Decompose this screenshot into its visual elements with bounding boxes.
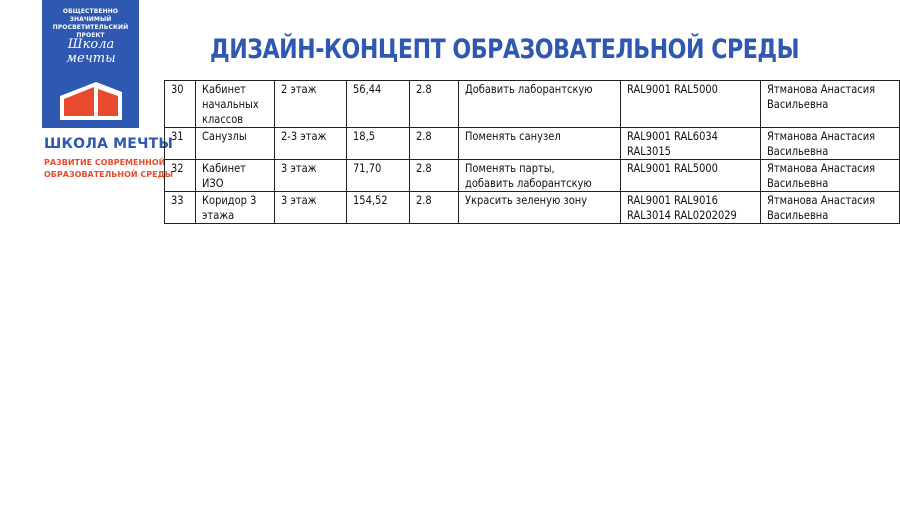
cell-room-line: Коридор 3 — [201, 193, 257, 207]
cell-height-text: 2.8 — [415, 129, 432, 143]
cell-number — [165, 128, 196, 160]
cell-person — [761, 192, 900, 224]
cell-recommendation-line: Поменять санузел — [465, 129, 561, 143]
cell-recommendation-text — [465, 82, 593, 97]
cell-height-text: 2.8 — [415, 82, 432, 96]
cell-colors-text — [627, 129, 718, 159]
cell-height — [409, 192, 458, 224]
rooms-table-body — [165, 81, 900, 224]
table-row — [165, 81, 900, 128]
cell-person-text — [767, 129, 875, 159]
cell-floor-text: 2 этаж — [280, 82, 317, 96]
cell-floor — [274, 81, 346, 128]
cell-recommendation — [459, 128, 620, 160]
cell-colors-line: RAL9001 RAL5000 — [626, 82, 718, 96]
cell-floor-text: 3 этаж — [280, 193, 317, 207]
cell-person-line: Васильевна — [767, 97, 829, 111]
cell-number-text: 33 — [171, 193, 184, 207]
cell-person-text — [767, 82, 875, 112]
cell-colors-line: RAL9001 RAL5000 — [626, 161, 718, 175]
cell-colors — [620, 128, 761, 160]
cell-number-text: 32 — [171, 161, 184, 175]
brand-name: ШКОЛА МЕЧТЫ — [44, 136, 174, 152]
rooms-table — [164, 80, 900, 224]
table-row — [165, 192, 900, 224]
cell-height-text: 2.8 — [415, 193, 432, 207]
brand-box — [42, 0, 139, 128]
cell-room — [195, 81, 274, 128]
cell-colors — [620, 160, 761, 192]
cell-area — [346, 128, 409, 160]
table-row — [165, 128, 900, 160]
cell-room-line: Санузлы — [201, 129, 247, 143]
cell-recommendation-line: добавить лаборантскую — [465, 176, 592, 190]
cell-colors-line: RAL9001 RAL6034 — [626, 129, 718, 143]
cell-room-line: Кабинет — [201, 82, 246, 96]
cell-area-text: 71,70 — [352, 161, 381, 175]
cell-colors-line: RAL3014 RAL0202029 — [626, 208, 737, 222]
cell-area-text: 154,52 — [352, 193, 388, 207]
cell-colors-text — [627, 161, 718, 176]
cell-room — [195, 192, 274, 224]
cell-room-text — [202, 193, 256, 223]
cell-number-text: 31 — [171, 129, 184, 143]
cell-colors-text — [627, 82, 718, 97]
cell-area — [346, 81, 409, 128]
cell-person-line: Ятманова Анастасия — [767, 129, 876, 143]
table-row — [165, 160, 900, 192]
cell-person — [761, 81, 900, 128]
cell-person-line: Ятманова Анастасия — [767, 82, 876, 96]
school-house-icon — [60, 80, 122, 120]
cell-recommendation — [459, 160, 620, 192]
cell-colors — [620, 192, 761, 224]
cell-room-line: Кабинет — [201, 161, 246, 175]
cell-person-text — [767, 161, 875, 191]
cell-recommendation-text — [465, 161, 592, 191]
cell-colors-line: RAL9001 RAL9016 — [626, 193, 718, 207]
cell-area — [346, 192, 409, 224]
cell-room-text — [202, 161, 246, 191]
cell-recommendation-text — [465, 129, 561, 144]
cell-area-text: 18,5 — [352, 129, 375, 143]
cell-number-text: 30 — [171, 82, 184, 96]
cell-person-text — [767, 193, 875, 223]
cell-floor — [274, 128, 346, 160]
cell-floor — [274, 192, 346, 224]
cell-recommendation — [459, 81, 620, 128]
cell-height — [409, 81, 458, 128]
cell-room-line: этажа — [201, 208, 235, 222]
brand-script-logo: Школа мечты — [66, 37, 116, 66]
cell-room — [195, 160, 274, 192]
cell-room-line: начальных — [201, 97, 259, 111]
cell-floor — [274, 160, 346, 192]
cell-colors-line: RAL3015 — [626, 144, 671, 158]
cell-area-text: 56,44 — [352, 82, 381, 96]
cell-person — [761, 128, 900, 160]
cell-room-text — [202, 129, 247, 144]
cell-colors — [620, 81, 761, 128]
cell-height — [409, 160, 458, 192]
cell-person-line: Васильевна — [767, 144, 829, 158]
cell-person — [761, 160, 900, 192]
cell-room-line: ИЗО — [201, 176, 224, 190]
cell-height — [409, 128, 458, 160]
cell-area — [346, 160, 409, 192]
cell-recommendation-line: Добавить лаборантскую — [465, 82, 593, 96]
brand-tagline: ОБЩЕСТВЕННО ЗНАЧИМЫЙ ПРОСВЕТИТЕЛЬСКИЙ ПРОЕКТ — [52, 8, 129, 39]
cell-person-line: Васильевна — [767, 208, 829, 222]
cell-recommendation — [459, 192, 620, 224]
cell-room-line: классов — [201, 112, 243, 126]
cell-number — [165, 81, 196, 128]
cell-room-text — [202, 82, 259, 127]
cell-height-text: 2.8 — [415, 161, 432, 175]
cell-recommendation-line: Украсить зеленую зону — [465, 193, 588, 207]
cell-recommendation-line: Поменять парты, — [465, 161, 555, 175]
page-title: ДИЗАЙН-КОНЦЕПТ ОБРАЗОВАТЕЛЬНОЙ СРЕДЫ — [210, 34, 800, 65]
brand-logo — [0, 0, 174, 190]
brand-subtitle: РАЗВИТИЕ СОВРЕМЕННОЙ ОБРАЗОВАТЕЛЬНОЙ СРЕДЫ — [44, 158, 173, 179]
cell-person-line: Ятманова Анастасия — [767, 161, 876, 175]
cell-person-line: Ятманова Анастасия — [767, 193, 876, 207]
cell-recommendation-text — [465, 193, 587, 208]
cell-colors-text — [627, 193, 737, 223]
cell-room — [195, 128, 274, 160]
cell-number — [165, 192, 196, 224]
cell-number — [165, 160, 196, 192]
cell-floor-text: 2-3 этаж — [280, 129, 327, 143]
cell-floor-text: 3 этаж — [280, 161, 317, 175]
cell-person-line: Васильевна — [767, 176, 829, 190]
